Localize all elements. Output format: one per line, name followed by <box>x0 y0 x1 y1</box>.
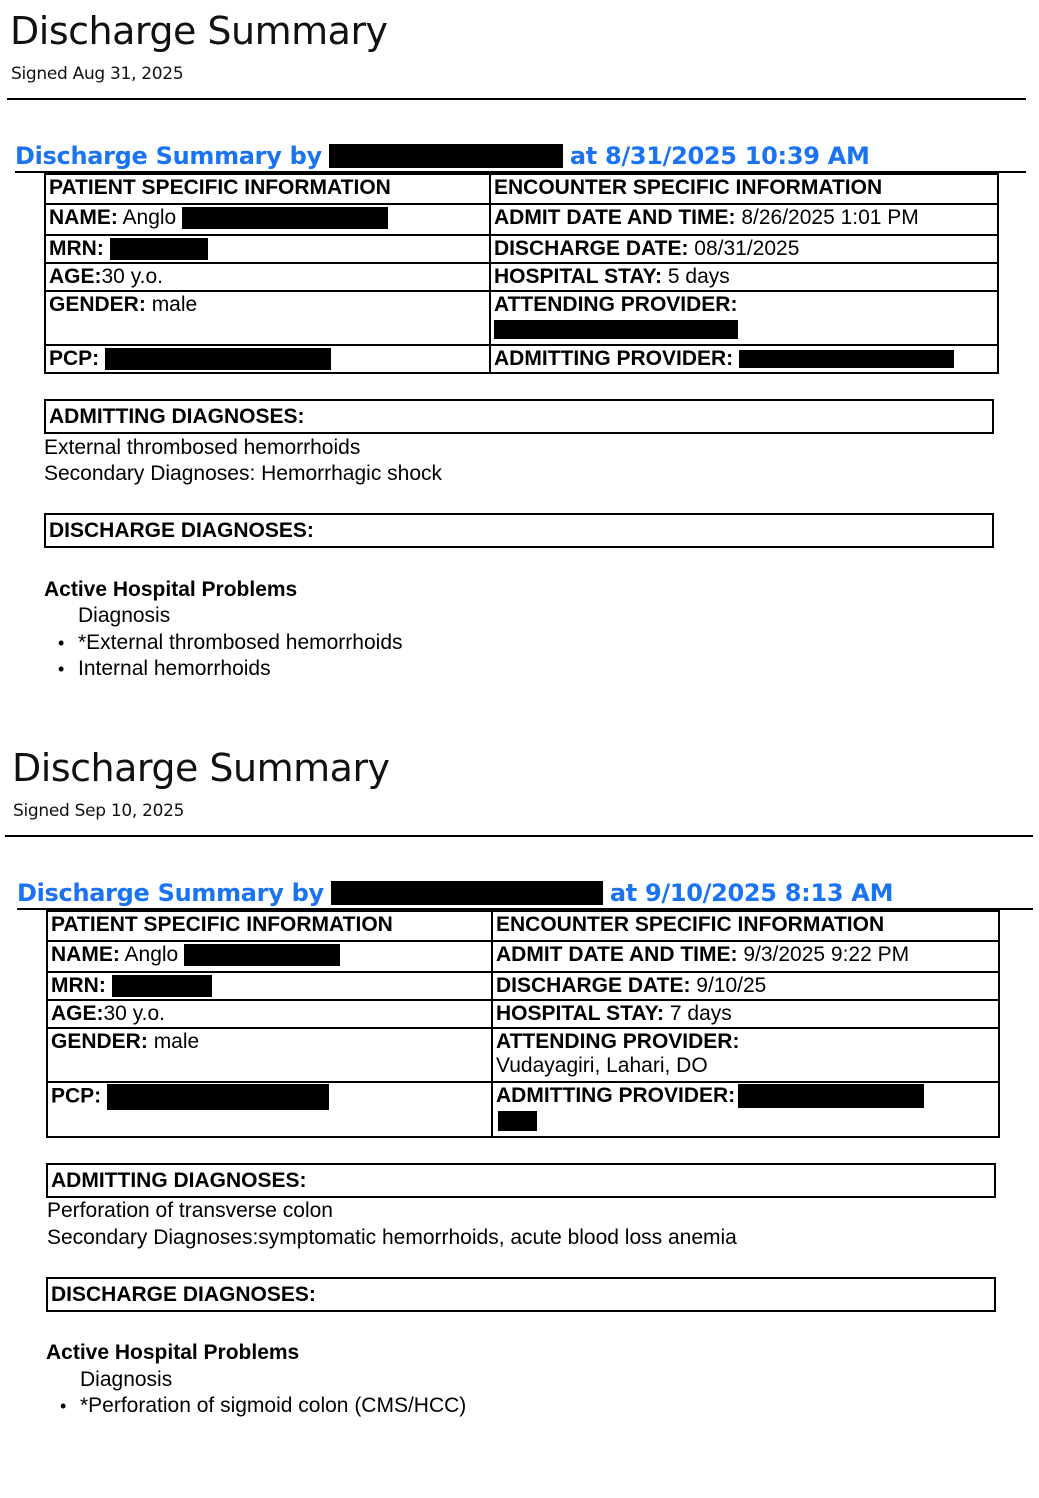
stay-cell <box>492 1000 999 1028</box>
mrn-label: MRN: <box>49 237 104 260</box>
bullet-icon: • <box>58 633 65 653</box>
admitting-dx-primary: External thrombosed hemorrhoids <box>44 436 361 459</box>
mrn-cell <box>47 972 492 1000</box>
name-value: Anglo <box>122 206 177 229</box>
gender-label: GENDER: <box>49 293 146 316</box>
admitting-dx-secondary: Secondary Diagnoses:symptomatic hemorrhoids, acute blood loss anemia <box>47 1226 737 1249</box>
attending-cell <box>492 1028 999 1082</box>
redacted-admitting-provider-2 <box>498 1111 537 1131</box>
redacted-author <box>331 881 603 905</box>
admit-label: ADMIT DATE AND TIME: <box>496 943 738 966</box>
admitting-provider-cell <box>492 1082 999 1137</box>
redacted-name <box>184 944 340 966</box>
stay-value: 7 days <box>669 1002 732 1025</box>
discharge-date-label: DISCHARGE DATE: <box>494 237 689 260</box>
note-title: Discharge Summary <box>10 9 388 53</box>
discharge-date-value: 9/10/25 <box>696 974 767 997</box>
bullet-icon: • <box>58 659 65 679</box>
redacted-admitting-provider <box>738 1084 924 1108</box>
stay-label: HOSPITAL STAY: <box>496 1002 665 1025</box>
age-label: AGE: <box>49 265 102 288</box>
diagnosis-column-header: Diagnosis <box>80 1368 173 1391</box>
name-value: Anglo <box>124 943 179 966</box>
author-line-timestamp: at 9/10/2025 8:13 AM <box>609 879 894 907</box>
gender-label: GENDER: <box>51 1030 148 1053</box>
pcp-label: PCP: <box>49 347 100 370</box>
admit-label: ADMIT DATE AND TIME: <box>494 206 736 229</box>
gender-value: male <box>151 293 198 316</box>
pcp-cell <box>47 1082 492 1137</box>
bullet-icon: • <box>60 1396 67 1416</box>
patient-info-header: PATIENT SPECIFIC INFORMATION <box>45 174 490 204</box>
author-line-prefix: Discharge Summary by <box>15 142 322 170</box>
gender-cell <box>47 1028 492 1082</box>
patient-info-header: PATIENT SPECIFIC INFORMATION <box>47 911 492 941</box>
admitting-provider-label: ADMITTING PROVIDER: <box>494 347 734 370</box>
problem-text: Internal hemorrhoids <box>78 657 271 680</box>
name-label: NAME: <box>49 206 118 229</box>
problem-list-item <box>60 1393 467 1419</box>
author-line-timestamp: at 8/31/2025 10:39 AM <box>569 142 870 170</box>
age-label: AGE: <box>51 1002 104 1025</box>
admit-value: 8/26/2025 1:01 PM <box>741 206 919 229</box>
active-problems-header: Active Hospital Problems <box>44 578 298 601</box>
mrn-label: MRN: <box>51 974 106 997</box>
note-title: Discharge Summary <box>12 746 390 790</box>
admitting-diagnoses-header: ADMITTING DIAGNOSES: <box>44 399 994 434</box>
name-cell <box>47 941 492 972</box>
gender-value: male <box>153 1030 200 1053</box>
patient-encounter-table <box>46 910 1000 1138</box>
pcp-label: PCP: <box>51 1084 102 1108</box>
author-line-prefix: Discharge Summary by <box>17 879 324 907</box>
title-divider <box>5 835 1033 837</box>
redacted-pcp <box>107 1084 329 1110</box>
redacted-mrn <box>112 975 212 997</box>
admitting-dx-primary: Perforation of transverse colon <box>47 1199 333 1222</box>
encounter-info-header: ENCOUNTER SPECIFIC INFORMATION <box>492 911 999 941</box>
diagnosis-column-header: Diagnosis <box>78 604 171 627</box>
age-cell <box>47 1000 492 1028</box>
stay-value: 5 days <box>667 265 730 288</box>
admitting-dx-secondary: Secondary Diagnoses: Hemorrhagic shock <box>44 462 443 485</box>
attending-value: Vudayagiri, Lahari, DO <box>496 1054 708 1077</box>
attending-label: ATTENDING PROVIDER: <box>496 1030 740 1053</box>
active-problems-header: Active Hospital Problems <box>46 1341 300 1364</box>
admitting-provider-label: ADMITTING PROVIDER: <box>496 1084 736 1107</box>
attending-label: ATTENDING PROVIDER: <box>494 293 738 316</box>
problem-text: *External thrombosed hemorrhoids <box>78 631 403 654</box>
name-label: NAME: <box>51 943 120 966</box>
discharge-date-label: DISCHARGE DATE: <box>496 974 691 997</box>
discharge-diagnoses-header: DISCHARGE DIAGNOSES: <box>44 513 994 548</box>
age-value: 30 y.o. <box>101 265 163 288</box>
stay-label: HOSPITAL STAY: <box>494 265 663 288</box>
admitting-diagnoses-header: ADMITTING DIAGNOSES: <box>46 1163 996 1198</box>
age-value: 30 y.o. <box>103 1002 165 1025</box>
discharge-date-value: 08/31/2025 <box>694 237 800 260</box>
signed-date: Signed Sep 10, 2025 <box>13 801 185 821</box>
discharge-date-cell <box>492 972 999 1000</box>
problem-text: *Perforation of sigmoid colon (CMS/HCC) <box>80 1394 467 1417</box>
admit-cell <box>492 941 999 972</box>
admit-value: 9/3/2025 9:22 PM <box>743 943 910 966</box>
author-line <box>17 878 893 908</box>
encounter-info-header: ENCOUNTER SPECIFIC INFORMATION <box>490 174 998 204</box>
signed-date: Signed Aug 31, 2025 <box>11 64 184 84</box>
discharge-diagnoses-header: DISCHARGE DIAGNOSES: <box>46 1277 996 1312</box>
